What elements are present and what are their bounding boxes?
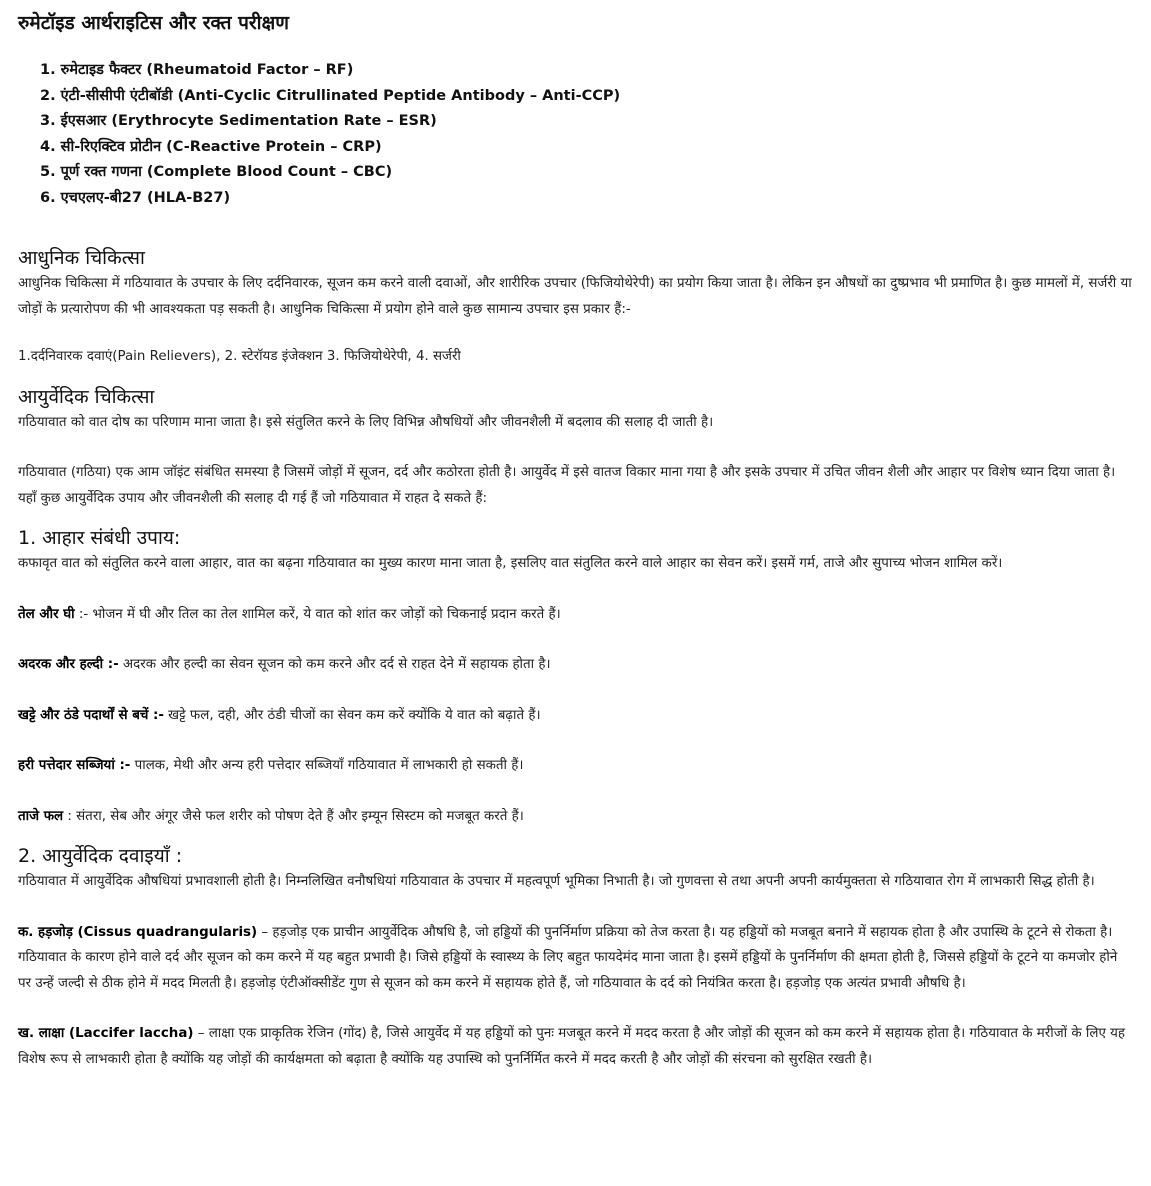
list-item: 1. रुमेटाइड फैक्टर (Rheumatoid Factor – RF) (40, 62, 354, 78)
diet-item (18, 602, 1133, 628)
medicine-item-label: ख. लाक्षा (Laccifer laccha) (18, 1026, 194, 1041)
diet-item-label: तेल और घी (18, 606, 75, 622)
page-title: रुमेटॉइड आर्थराइटिस और रक्त परीक्षण (18, 12, 289, 34)
diet-item (18, 652, 1133, 678)
diet-item-label: ताजे फल (18, 808, 64, 824)
list-item: 4. सी-रिएक्टिव प्रोटीन (C-Reactive Protein – CRP) (40, 138, 382, 155)
diet-item (18, 703, 1133, 729)
medicines-paragraph: गठियावात में आयुर्वेदिक औषधियां प्रभावशाली होती है। निम्नलिखित वनौषधियां गठियावात के उपचार में महत्वपूर्ण भूमिका निभाती है। जो गुणवत्ता से तथा अपनी अपनी कार्यमुक्तता से गठियावात रोग में लाभकारी सिद्ध होती है। (18, 874, 1095, 889)
ayurveda-paragraph-2: गठियावात (गठिया) एक आम जॉइंट संबंधित समस्या है जिसमें जोड़ों में सूजन, दर्द और कठोरता होती है। आयुर्वेद में इसे वातज विकार माना गया है और इसके उपचार में उचित जीवन शैली और आहार पर विशेष ध्यान दिया जाता है। यहाँ कुछ आयुर्वेदिक उपाय और जीवनशैली की सलाह दी गई हैं जो गठियावात में राहत दे सकते हैं: (18, 465, 1116, 506)
diet-item-text: पालक, मेथी और अन्य हरी पत्तेदार सब्जियाँ गठियावात में लाभकारी हो सकती हैं। (130, 758, 524, 773)
modern-paragraph: आधुनिक चिकित्सा में गठियावात के उपचार के लिए दर्दनिवारक, सूजन कम करने वाली दवाओं, और शारीरिक उपचार (फिजियोथेरेपी) का प्रयोग किया जाता है। लेकिन इन औषधों का दुष्प्रभाव भी प्रमाणित है। कुछ मामलों में, सर्जरी या जोड़ों के प्रत्यारोपण की भी आवश्यकता पड़ सकती है। आधुनिक चिकित्सा में प्रयोग होने वाले कुछ सामान्य उपचार इस प्रकार हैं:- (18, 276, 1132, 317)
diet-item-label: हरी पत्तेदार सब्जियां :- (18, 758, 131, 773)
list-item: 3. ईएसआर (Erythrocyte Sedimentation Rate – ESR) (40, 113, 437, 129)
medicine-item (18, 1021, 1133, 1072)
modern-heading: आधुनिक चिकित्सा (18, 247, 145, 269)
diet-item-text: :- भोजन में घी और तिल का तेल शामिल करें, ये वात को शांत कर जोड़ों को चिकनाई प्रदान करते हैं। (74, 606, 561, 622)
diet-item (18, 804, 1133, 830)
ayurveda-heading: आयुर्वेदिक चिकित्सा (18, 385, 155, 408)
medicine-item-text: – हड़जोड़ एक प्राचीन आयुर्वेदिक औषधि है, जो हड्डियों की पुनर्निर्माण प्रक्रिया को तेज करता है। यह हड्डियों को मजबूत बनाने में सहायक होता है और उपास्थि के टूटने से रोकता है। गठियावात के कारण होने वाले दर्द और सूजन को कम करने में यह बहुत प्रभावी है। जिसे हड्डियों के स्वास्थ्य के लिए बहुत फायदेमंद माना जाता है। इसमें हड्डियों के पुनर्निर्माण की क्षमता होती है, जिससे हड्डियों के टूटने या कमजोर होने पर उन्हें जल्दी से ठीक होने में मदद मिलती है। हड़जोड़ एंटीऑक्सीडेंट गुण से सूजन को कम करने में सहायक होते हैं, जो गठियावात के दर्द को नियंत्रित करता है। हड़जोड़ एक अत्यंत प्रभावी औषधि है। (18, 924, 1118, 991)
list-item: 6. एचएलए-बी27 (HLA-B27) (40, 189, 231, 206)
diet-item-text: खट्टे फल, दही, और ठंडी चीजों का सेवन कम करें क्योंकि ये वात को बढ़ाते हैं। (163, 707, 541, 723)
medicine-item-text: – लाक्षा एक प्राकृतिक रेजिन (गोंद) है, जिसे आयुर्वेद में यह हड्डियों को पुनः मजबूत करने में मदद करता है और जोड़ों की सूजन को कम करने में सहायक होता है। गठियावात के मरीजों के लिए यह विशेष रूप से लाभकारी होता है क्योंकि यह जोड़ों की कार्यक्षमता को बढ़ाता है क्योंकि यह उपास्थि को पुनर्निर्मित करने में मदद करती है और जोड़ों की संरचना को सुरक्षित रखती है। (18, 1026, 1126, 1067)
diet-item-text: : संतरा, सेब और अंगूर जैसे फल शरीर को पोषण देते हैं और इम्यून सिस्टम को मजबूत करते हैं। (63, 808, 524, 824)
list-item: 2. एंटी-सीसीपी एंटीबॉडी (Anti-Cyclic Citrullinated Peptide Antibody – Anti-CCP) (40, 87, 621, 104)
ayurveda-paragraph-1: गठियावात को वात दोष का परिणाम माना जाता है। इसे संतुलित करने के लिए विभिन्न औषधियों और जीवनशैली में बदलाव की सलाह दी जाती है। (18, 414, 714, 430)
diet-heading: 1. आहार संबंधी उपाय: (18, 527, 181, 549)
modern-treatment-list: 1.दर्दनिवारक दवाएं(Pain Relievers), 2. स्टेरॉयड इंजेक्शन 3. फिजियोथेरेपी, 4. सर्जरी (18, 349, 461, 364)
diet-item-label: अदरक और हल्दी :- (18, 657, 119, 672)
medicines-heading: 2. आयुर्वेदिक दवाइयाँ : (18, 845, 183, 867)
blood-test-list (18, 58, 1133, 211)
diet-item (18, 753, 1133, 779)
diet-item-text: अदरक और हल्दी का सेवन सूजन को कम करने और दर्द से राहत देने में सहायक होता है। (118, 657, 551, 672)
list-item: 5. पूर्ण रक्त गणना (Complete Blood Count – CBC) (40, 164, 393, 180)
diet-paragraph: कफावृत वात को संतुलित करने वाला आहार, वात का बढ़ना गठियावात का मुख्य कारण माना जाता है, इसलिए वात संतुलित करने वाले आहार का सेवन करें। इसमें गर्म, ताजे और सुपाच्य भोजन शामिल करें। (18, 556, 1003, 571)
diet-item-label: खट्टे और ठंडे पदार्थों से बचें :- (18, 707, 164, 723)
medicine-item-label: क. हड़जोड़ (Cissus quadrangularis) (18, 924, 258, 940)
medicine-item (18, 920, 1133, 997)
